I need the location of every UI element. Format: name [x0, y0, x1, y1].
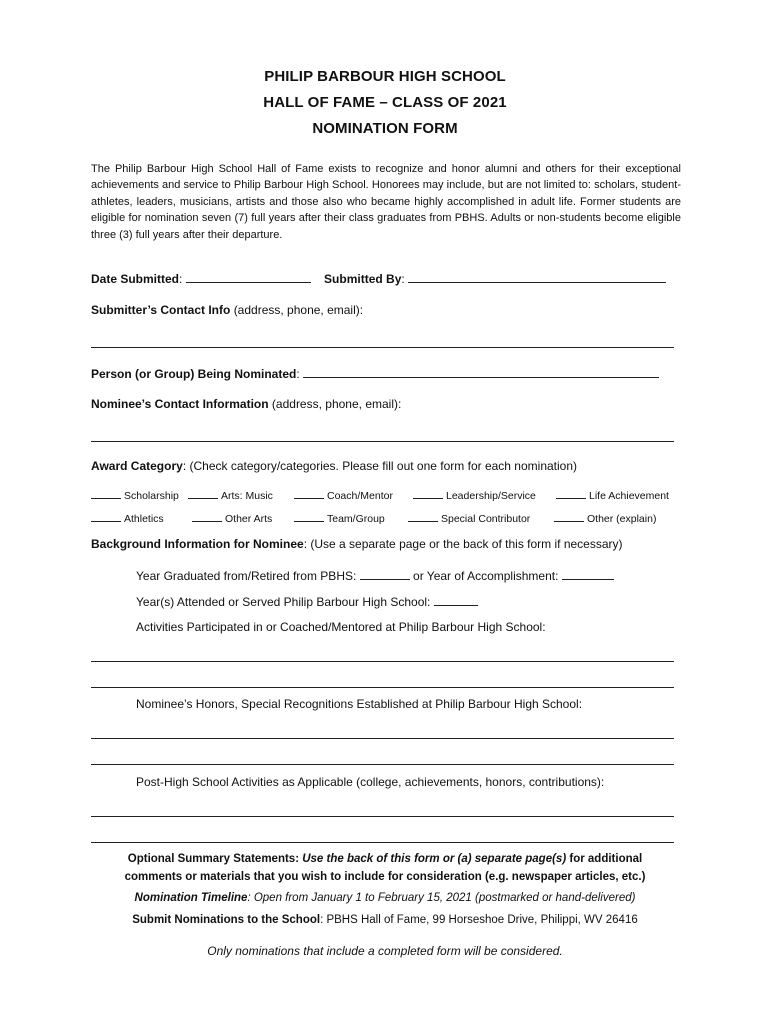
person-nominated-row: Person (or Group) Being Nominated: — [91, 366, 659, 381]
person-nominated-field[interactable] — [303, 366, 659, 378]
submit-nominations — [0, 914, 770, 926]
category-checkbox[interactable] — [408, 512, 438, 522]
person-nominated-label: Person (or Group) Being Nominated — [91, 367, 297, 381]
timeline-label: Nomination Timeline — [134, 892, 248, 904]
year-accomplishment-label: or Year of Accomplishment: — [413, 569, 559, 583]
intro-paragraph: The Philip Barbour High School Hall of Fame exists to recognize and honor alumni and others for their exceptional achievements and service to Philip Barbour High School. Honorees may include, but are not limited to: scholars, student-athletes, leaders, musicians, artists and those also who became highly accomplished in adult life. Former students are eligible for nomination seven (7) full years after their class graduates from PBHS. Adults or non-students become eligible three (3) full years after their departure. — [91, 163, 681, 241]
submitter-contact-row — [91, 303, 363, 317]
submit-label: Submit Nominations to the School — [132, 914, 321, 926]
title-school: PHILIP BARBOUR HIGH SCHOOL — [264, 68, 506, 85]
date-submitted-label: Date Submitted — [91, 272, 180, 286]
category-label: Athletics — [124, 513, 164, 525]
category-checkbox[interactable] — [294, 512, 324, 522]
optional-summary-line-2 — [0, 871, 770, 883]
optional-summary-label: Optional Summary Statements: — [127, 853, 300, 865]
category-label: Other Arts — [225, 513, 273, 525]
category-other-explain[interactable] — [554, 512, 656, 525]
category-label: Life Achievement — [589, 490, 669, 502]
year-graduated-label: Year Graduated from/Retired from PBHS: — [136, 569, 357, 583]
category-checkbox[interactable] — [192, 512, 222, 522]
year-graduated-field[interactable] — [360, 568, 410, 580]
category-checkbox[interactable] — [413, 489, 443, 499]
post-high-field-line-2[interactable] — [91, 842, 674, 843]
submitted-by-field[interactable] — [408, 271, 666, 283]
activities-label: Activities Participated in or Coached/Mentored at Philip Barbour High School: — [136, 620, 546, 634]
activities-field-line-2[interactable] — [91, 687, 674, 688]
category-other-arts[interactable] — [192, 512, 272, 525]
background-hint: : (Use a separate page or the back of this form if necessary) — [303, 537, 623, 551]
post-high-label: Post-High School Activities as Applicable (college, achievements, honors, contributions): — [136, 775, 605, 789]
optional-summary-italic: Use the back of this form or (a) separate page(s) — [302, 853, 567, 865]
honors-label: Nominee’s Honors, Special Recognitions Established at Philip Barbour High School: — [136, 697, 583, 711]
category-special-contributor[interactable] — [408, 512, 530, 525]
timeline-text: : Open from January 1 to February 15, 2021 (postmarked or hand-delivered) — [247, 892, 636, 904]
year-graduated-row — [136, 568, 614, 583]
category-checkbox[interactable] — [91, 512, 121, 522]
years-attended-label: Year(s) Attended or Served Philip Barbour High School: — [136, 595, 431, 609]
award-category-row — [91, 459, 577, 473]
only-complete-note — [0, 944, 770, 958]
award-category-hint: : (Check category/categories. Please fill out one form for each nomination) — [182, 459, 578, 473]
category-label: Other (explain) — [587, 513, 657, 525]
category-leadership-service[interactable] — [413, 489, 536, 502]
category-label: Arts: Music — [221, 490, 273, 502]
category-label: Special Contributor — [441, 513, 531, 525]
title-hall-of-fame: HALL OF FAME – CLASS OF 2021 — [263, 94, 507, 111]
category-checkbox[interactable] — [91, 489, 121, 499]
award-category-label: Award Category — [91, 459, 183, 473]
category-label: Scholarship — [124, 490, 179, 502]
submit-address: : PBHS Hall of Fame, 99 Horseshoe Drive, Philippi, WV 26416 — [320, 914, 638, 926]
nominee-contact-hint: (address, phone, email): — [271, 397, 402, 411]
category-label: Leadership/Service — [446, 490, 536, 502]
category-coach-mentor[interactable] — [294, 489, 393, 502]
nominee-contact-field[interactable] — [91, 441, 674, 442]
category-checkbox[interactable] — [294, 489, 324, 499]
nominee-contact-label: Nominee’s Contact Information — [91, 397, 269, 411]
title-form: NOMINATION FORM — [312, 120, 458, 137]
category-label: Coach/Mentor — [327, 490, 393, 502]
year-accomplishment-field[interactable] — [562, 568, 614, 580]
honors-field-line-2[interactable] — [91, 764, 674, 765]
category-arts-music[interactable] — [188, 489, 273, 502]
activities-field-line-1[interactable] — [91, 661, 674, 662]
date-submitted-field[interactable] — [186, 271, 311, 283]
submitter-contact-label: Submitter’s Contact Info — [91, 303, 231, 317]
background-row — [91, 537, 623, 551]
years-attended-field[interactable] — [434, 594, 478, 606]
category-checkbox[interactable] — [188, 489, 218, 499]
nominee-contact-row — [91, 397, 401, 411]
category-label: Team/Group — [327, 513, 385, 525]
category-life-achievement[interactable] — [556, 489, 669, 502]
nomination-timeline — [0, 892, 770, 904]
date-submitted-row: Date Submitted: Submitted By: — [91, 271, 666, 286]
only-complete-note-text: Only nominations that include a completed form will be considered. — [207, 944, 563, 958]
category-checkbox[interactable] — [556, 489, 586, 499]
years-attended-row — [136, 594, 478, 609]
category-athletics[interactable] — [91, 512, 164, 525]
category-checkbox[interactable] — [554, 512, 584, 522]
background-label: Background Information for Nominee — [91, 537, 304, 551]
submitter-contact-field[interactable] — [91, 347, 674, 348]
optional-summary-rest: for additional — [569, 853, 643, 865]
post-high-field-line-1[interactable] — [91, 816, 674, 817]
optional-summary-line-1 — [0, 853, 770, 865]
optional-summary-line-2-text: comments or materials that you wish to include for consideration (e.g. newspaper articles, etc.) — [124, 871, 646, 883]
category-team-group[interactable] — [294, 512, 385, 525]
category-scholarship[interactable] — [91, 489, 179, 502]
honors-field-line-1[interactable] — [91, 738, 674, 739]
submitter-contact-hint: (address, phone, email): — [233, 303, 364, 317]
submitted-by-label: Submitted By — [324, 272, 402, 286]
